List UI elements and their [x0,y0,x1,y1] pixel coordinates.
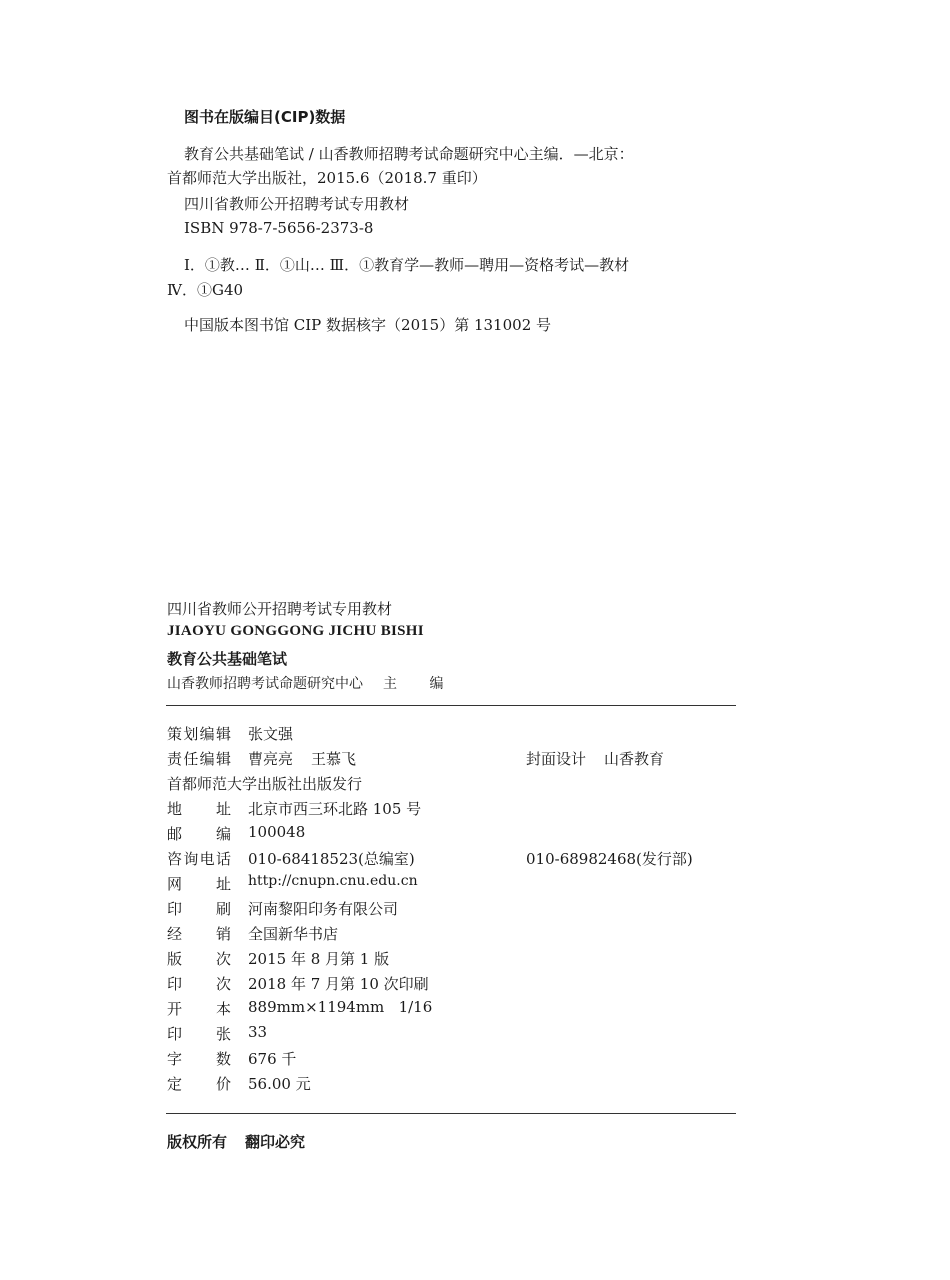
info-row-printer [167,898,398,919]
info-value: 2015 年 8 月第 1 版 [248,950,390,968]
cip-line-series: 四川省教师公开招聘考试专用教材 [184,195,410,213]
editor-role: 主 编 [383,676,458,692]
divider-bottom [166,1113,736,1114]
copyright-notice [167,1131,305,1152]
info-row-word-count [167,1048,296,1069]
info-label: 开本 [167,1000,231,1018]
info-value: http://cnupn.cnu.edu.cn [248,873,418,889]
info-row-postcode [167,823,305,844]
info-label: 印张 [167,1025,231,1043]
responsible-editor-1: 曹亮亮 [248,750,294,768]
responsible-editor-label: 责任编辑 [167,750,231,768]
info-label: 网址 [167,875,231,893]
info-row-format [167,998,432,1019]
info-label: 印次 [167,975,231,993]
info-label: 经销 [167,925,231,943]
info-value: 56.00 元 [248,1075,311,1093]
info-label: 定价 [167,1075,231,1093]
cip-line-title-author: 教育公共基础笔试 / 山香教师招聘考试命题研究中心主编．—北京： [184,145,634,163]
book-series: 四川省教师公开招聘考试专用教材 [167,600,393,618]
publisher-line: 首都师范大学出版社出版发行 [167,775,363,793]
info-value: 676 千 [248,1050,297,1068]
info-value: 河南黎阳印务有限公司 [248,900,399,918]
info-value: 33 [248,1023,268,1041]
info-row-distributor [167,923,338,944]
info-value: 010-68418523(总编室) [248,850,415,868]
cip-line-record-number: 中国版本图书馆 CIP 数据核字（2015）第 131002 号 [184,316,552,334]
responsible-editor-value [248,748,356,769]
cip-heading: 图书在版编目(CIP)数据 [184,108,346,126]
copyright-part-2: 翻印必究 [245,1133,306,1151]
cover-design-row [526,748,664,769]
info-row-edition [167,948,389,969]
info-label: 地址 [167,800,231,818]
cover-design-label: 封面设计 [526,750,587,768]
info-label: 咨询电话 [167,850,231,868]
info-value: 全国新华书店 [248,925,339,943]
info-value: 2018 年 7 月第 10 次印刷 [248,975,429,993]
info-row-website [167,873,418,894]
cip-line-isbn: ISBN 978-7-5656-2373-8 [184,219,374,237]
info-label: 版次 [167,950,231,968]
planning-editor-value: 张文强 [248,725,294,743]
cip-line-classification: Ⅰ．①教… Ⅱ．①山… Ⅲ．①教育学—教师—聘用—资格考试—教材 [184,256,630,274]
info-row-printing [167,973,429,994]
info-label: 字数 [167,1050,231,1068]
info-value: 北京市西三环北路 105 号 [248,800,422,818]
info-value: 889mm×1194mm 1/16 [248,998,433,1016]
responsible-editor-2: 王慕飞 [311,750,357,768]
book-editor [167,673,457,693]
info-row-sheets [167,1023,267,1044]
info-row-price [167,1073,311,1094]
planning-editor-row [167,723,293,744]
info-label: 邮编 [167,825,231,843]
book-pinyin-title: JIAOYU GONGGONG JICHU BISHI [167,623,424,639]
cover-design-value: 山香教育 [604,750,665,768]
cip-line-classification-cont: Ⅳ．①G40 [167,281,244,299]
info-phone-distribution: 010-68982468(发行部) [526,850,693,868]
book-title: 教育公共基础笔试 [167,650,288,668]
copyright-part-1: 版权所有 [167,1133,228,1151]
divider-top [166,705,736,706]
info-value: 100048 [248,823,306,841]
responsible-editor-row [167,748,356,769]
info-label: 印刷 [167,900,231,918]
planning-editor-label: 策划编辑 [167,725,231,743]
cip-line-publisher: 首都师范大学出版社，2015.6（2018.7 重印） [167,169,487,187]
info-row-address [167,798,421,819]
editor-name: 山香教师招聘考试命题研究中心 [167,676,363,692]
info-row-phone [167,848,415,869]
